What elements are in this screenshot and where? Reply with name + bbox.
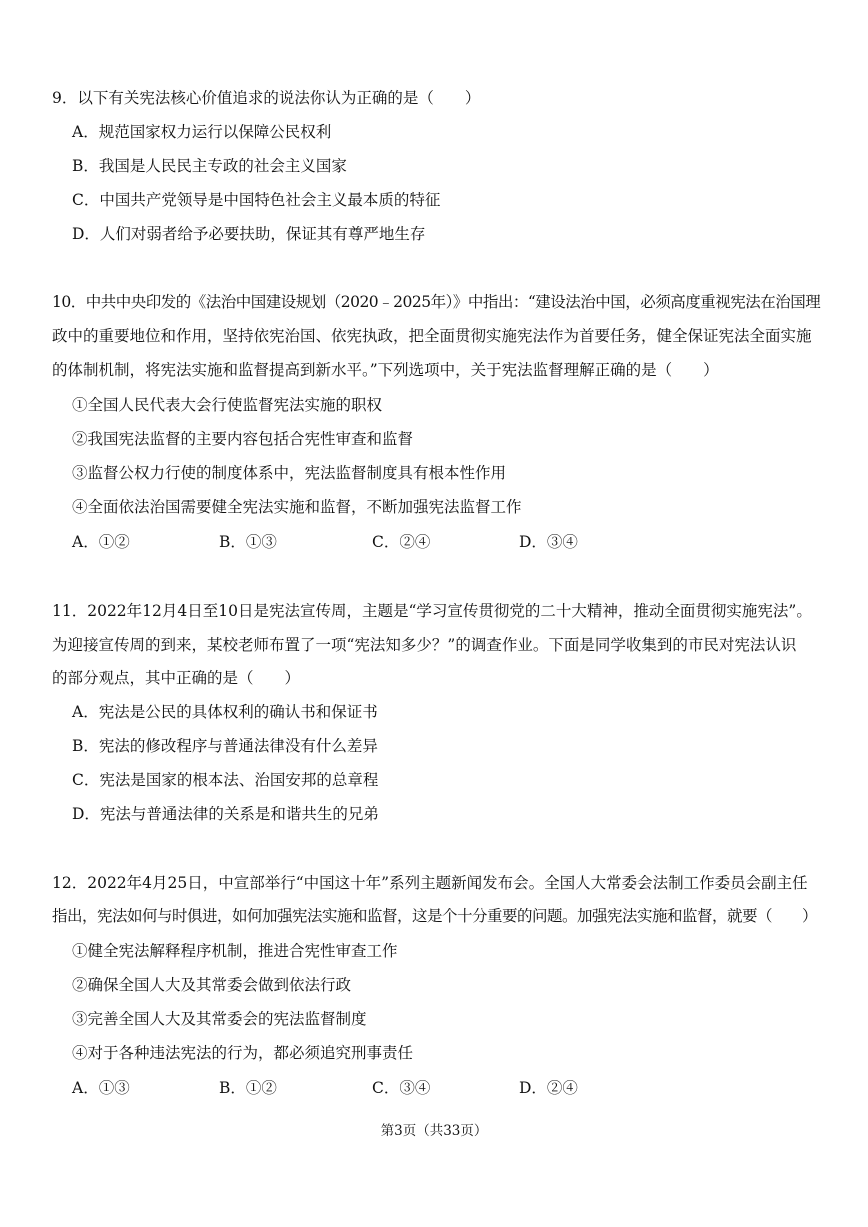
statement-2: ②我国宪法监督的主要内容包括合宪性审查和监督 bbox=[72, 430, 414, 448]
statement-2: ②确保全国人大及其常委会做到依法行政 bbox=[72, 976, 352, 994]
choice-a: A．①③ bbox=[72, 1079, 130, 1097]
option-b: B．宪法的修改程序与普通法律没有什么差异 bbox=[72, 737, 378, 755]
option-a: A．宪法是公民的具体权利的确认书和保证书 bbox=[72, 703, 378, 721]
question-stem: 10．中共中央印发的《法治中国建设规划（2020﹣2025年）》中指出：“建设法治中国，必须高度重视宪法在治国理 bbox=[52, 293, 821, 311]
choice-c: C．②④ bbox=[372, 533, 431, 551]
question-stem-line: 指出，宪法如何与时俱进，如何加强宪法实施和监督，这是个十分重要的问题。加强宪法实施和监督，就要（ ） bbox=[52, 907, 818, 925]
option-d: D．人们对弱者给予必要扶助，保证其有尊严地生存 bbox=[72, 225, 426, 243]
question-stem: 12．2022年4月25日，中宣部举行“中国这十年”系列主题新闻发布会。全国人大常委会法制工作委员会副主任 bbox=[52, 874, 808, 892]
question-stem-line: 的体制机制，将宪法实施和监督提高到新水平。”下列选项中，关于宪法监督理解正确的是（ ） bbox=[52, 361, 719, 379]
statement-1: ①健全宪法解释程序机制，推进合宪性审查工作 bbox=[72, 942, 398, 960]
question-stem: 11．2022年12月4日至10日是宪法宣传周，主题是“学习宣传贯彻党的二十大精神，推动全面贯彻实施宪法”。 bbox=[52, 602, 812, 620]
choice-d: D．③④ bbox=[519, 533, 578, 551]
option-a: A．规范国家权力运行以保障公民权利 bbox=[72, 123, 332, 141]
page-number-footer: 第3页（共33页） bbox=[380, 1123, 488, 1139]
choice-c: C．③④ bbox=[372, 1079, 431, 1097]
statement-4: ④对于各种违法宪法的行为，都必须追究刑事责任 bbox=[72, 1044, 414, 1062]
option-c: C．中国共产党领导是中国特色社会主义最本质的特征 bbox=[72, 191, 441, 209]
question-stem-line: 的部分观点，其中正确的是（ ） bbox=[52, 669, 301, 687]
statement-3: ③监督公权力行使的制度体系中，宪法监督制度具有根本性作用 bbox=[72, 464, 507, 482]
choice-a: A．①② bbox=[72, 533, 130, 551]
choice-d: D．②④ bbox=[519, 1079, 578, 1097]
question-stem-line: 为迎接宣传周的到来，某校老师布置了一项“宪法知多少？”的调查作业。下面是同学收集到的市民对宪法认识 bbox=[52, 636, 797, 654]
statement-1: ①全国人民代表大会行使监督宪法实施的职权 bbox=[72, 396, 383, 414]
statement-3: ③完善全国人大及其常委会的宪法监督制度 bbox=[72, 1010, 367, 1028]
option-b: B．我国是人民民主专政的社会主义国家 bbox=[72, 157, 347, 175]
question-stem-line: 政中的重要地位和作用，坚持依宪治国、依宪执政，把全面贯彻实施宪法作为首要任务，健全保证宪法全面实施 bbox=[52, 327, 812, 345]
choice-b: B．①③ bbox=[219, 533, 277, 551]
statement-4: ④全面依法治国需要健全宪法实施和监督，不断加强宪法监督工作 bbox=[72, 498, 522, 516]
option-d: D．宪法与普通法律的关系是和谐共生的兄弟 bbox=[72, 805, 379, 823]
choice-b: B．①② bbox=[219, 1079, 277, 1097]
question-stem: 9．以下有关宪法核心价值追求的说法你认为正确的是（ ） bbox=[52, 89, 481, 107]
option-c: C．宪法是国家的根本法、治国安邦的总章程 bbox=[72, 771, 379, 789]
